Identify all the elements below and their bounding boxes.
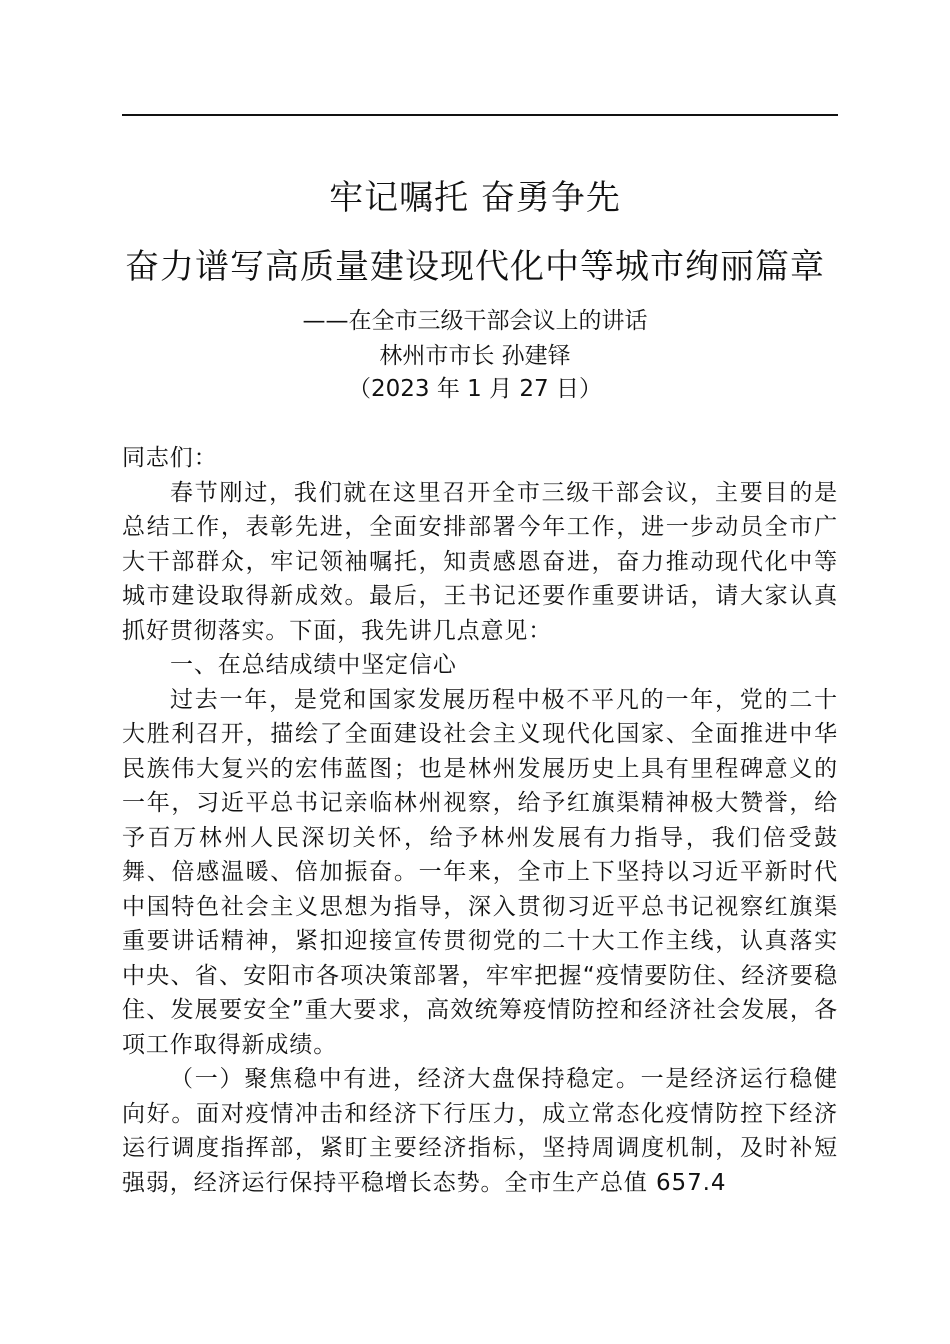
salutation: 同志们： [122, 445, 218, 471]
document-body [122, 441, 838, 1200]
document-author: 林州市市长 孙建铎 [379, 343, 571, 369]
paragraph-review: 过去一年，是党和国家发展历程中极不平凡的一年，党的二十大胜利召开，描绘了全面建设社会主义现代化国家、全面推进中华民族伟大复兴的宏伟蓝图；也是林州发展历史上具有里程碑意义的一年，习近平总书记亲临林州视察，给予红旗渠精神极大赞誉，给予百万林州人民深切关怀，给予林州发展有力指导，我们倍受鼓舞、倍感温暖、倍加振奋。一年来，全市上下坚持以习近平新时代中国特色社会主义思想为指导，深入贯彻习近平总书记视察红旗渠重要讲话精神，紧扣迎接宣传贯彻党的二十大工作主线，认真落实中央、省、安阳市各项决策部署，牢牢把握“疫情要防住、经济要稳住、发展要安全”重大要求，高效统筹疫情防控和经济社会发展，各项工作取得新成绩。 [122, 686, 838, 1058]
document-title-line-2: 奋力谱写高质量建设现代化中等城市绚丽篇章 [125, 247, 825, 287]
header-rule [122, 114, 838, 116]
section-heading: 一、在总结成绩中坚定信心 [170, 652, 457, 678]
document-title: 牢记嘱托 奋勇争先 [329, 178, 621, 218]
document-subtitle: ——在全市三级干部会议上的讲话 [302, 308, 648, 334]
document-date: （2023 年 1 月 27 日） [348, 376, 602, 402]
paragraph-economy: （一）聚焦稳中有进，经济大盘保持稳定。一是经济运行稳健向好。面对疫情冲击和经济下行压力，成立常态化疫情防控下经济运行调度指挥部，紧盯主要经济指标，坚持周调度机制，及时补短强弱，经济运行保持平稳增长态势。全市生产总值 657.4 [122, 1066, 838, 1196]
paragraph-intro: 春节刚过，我们就在这里召开全市三级干部会议，主要目的是总结工作，表彰先进，全面安排部署今年工作，进一步动员全市广大干部群众，牢记领袖嘱托，知责感恩奋进，奋力推动现代化中等城市建设取得新成效。最后，王书记还要作重要讲话，请大家认真抓好贯彻落实。下面，我先讲几点意见： [122, 479, 838, 644]
